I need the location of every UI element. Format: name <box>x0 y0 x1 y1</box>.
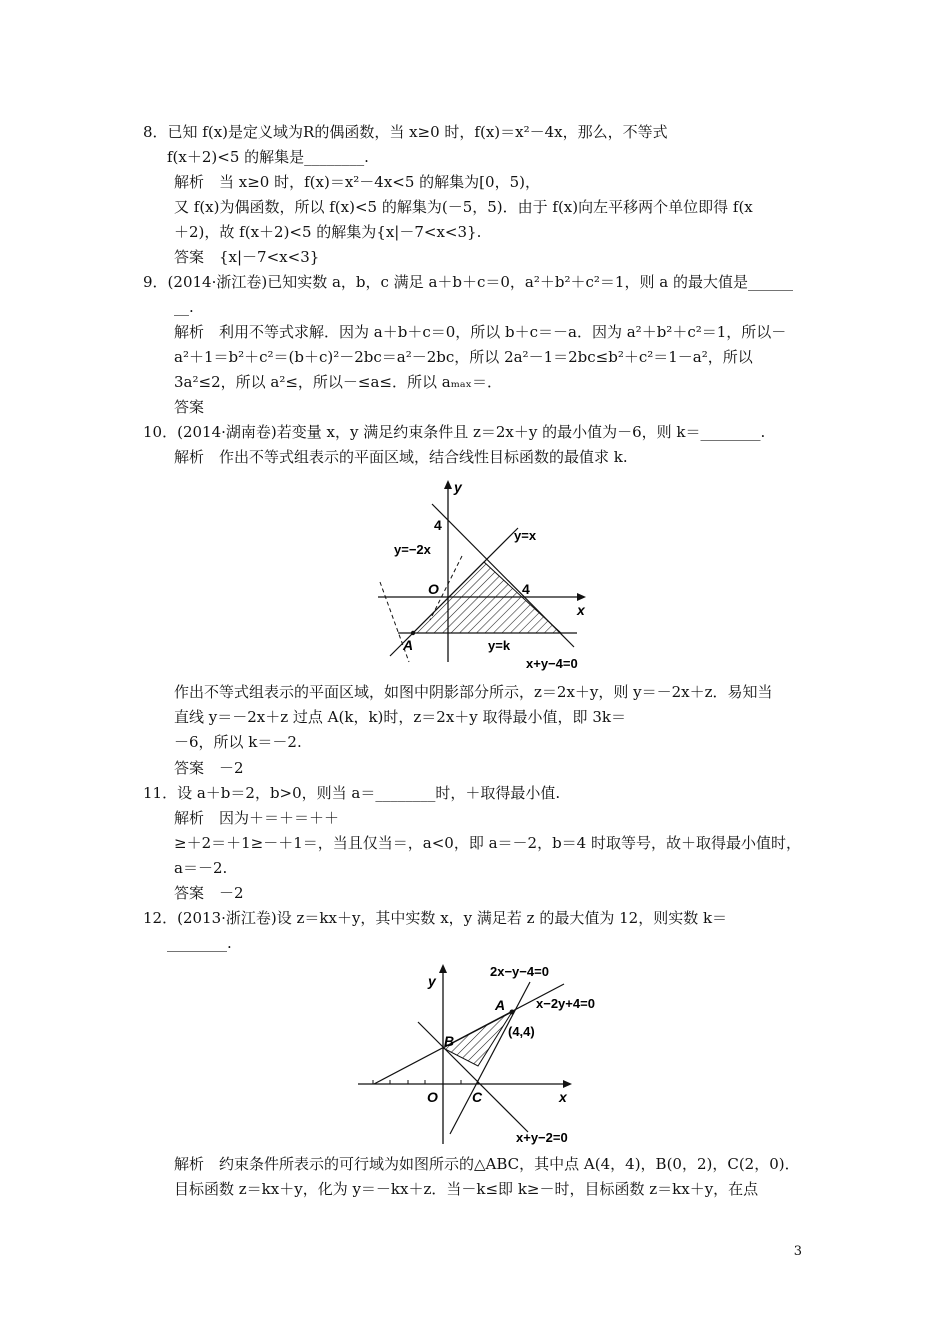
q11-solution-line2: ≥＋2＝＋1≥－＋1＝，当且仅当＝，a<0，即 a＝－2，b＝4 时取等号，故＋取得最小值时， <box>174 834 801 852</box>
q12-point-a-dot <box>510 1010 515 1015</box>
q11-solution-line3: a＝－2. <box>174 859 228 877</box>
q10-label-y-eq-x: y=x <box>514 528 537 543</box>
q12-label-line2: x−2y+4=0 <box>536 996 595 1011</box>
q9-stem-line2: __. <box>174 298 194 316</box>
q10-solution-line1: 解析 作出不等式组表示的平面区域，结合线性目标函数的最值求 k. <box>174 448 628 466</box>
q10-figure <box>372 474 608 674</box>
q10-answer: 答案 －2 <box>174 759 244 777</box>
q8-solution-line1: 解析 当 x≥0 时，f(x)＝x²－4x<5 的解集为[0，5)， <box>174 173 540 191</box>
q8-stem-line2: f(x＋2)<5 的解集是________. <box>167 148 369 166</box>
q8-solution-line2: 又 f(x)为偶函数，所以 f(x)<5 的解集为(－5，5)．由于 f(x)向左平移两个单位即得 f(x <box>174 198 753 216</box>
q8-solution-line3: ＋2)，故 f(x＋2)<5 的解集为{x|－7<x<3}. <box>174 223 482 241</box>
q12-solution-line2: 目标函数 z＝kx＋y，化为 y＝－kx＋z．当－k≤即 k≥－时，目标函数 z＝kx＋y，在点 <box>174 1180 759 1198</box>
page-number: 3 <box>793 1244 802 1259</box>
q11-solution-line1: 解析 因为＋＝＋＝＋＋ <box>174 809 340 827</box>
q12-x-axis-label: x <box>559 1089 567 1105</box>
q12-stem-line2: ________. <box>167 934 232 952</box>
q9-solution-line1: 解析 利用不等式求解．因为 a＋b＋c＝0，所以 b＋c＝－a．因为 a²＋b²＋c²＝1，所以－ <box>174 323 787 341</box>
q12-solution-line1: 解析 约束条件所表示的可行域为如图所示的△ABC，其中点 A(4，4)，B(0，2)，C(2，0)． <box>174 1155 800 1173</box>
q11-stem: 11．设 a＋b＝2，b>0，则当 a＝________时，＋取得最小值. <box>143 784 561 802</box>
q12-figure <box>352 956 628 1148</box>
q12-y-axis-label: y <box>428 973 436 989</box>
q10-y-axis-label: y <box>454 479 462 495</box>
q10-x-axis-label: x <box>577 602 585 618</box>
q12-label-point-a: A <box>495 997 506 1013</box>
q10-label-point-a: A <box>403 637 414 653</box>
q10-label-y-eq-k: y=k <box>488 638 511 653</box>
q12-label-line1: 2x−y−4=0 <box>490 964 549 979</box>
q10-solution-line3: 直线 y＝－2x＋z 过点 A(k，k)时，z＝2x＋y 取得最小值，即 3k＝ <box>174 708 626 726</box>
q10-solution-line2: 作出不等式组表示的平面区域，如图中阴影部分所示，z＝2x＋y，则 y＝－2x＋z．易知当 <box>174 683 773 701</box>
q10-y-arrow <box>444 480 452 489</box>
q12-label-line3: x+y−2=0 <box>516 1130 568 1145</box>
q11-answer: 答案 －2 <box>174 884 244 902</box>
q10-stem: 10．(2014·湖南卷)若变量 x，y 满足约束条件且 z＝2x＋y 的最小值为－6，则 k＝________. <box>143 423 766 441</box>
q9-answer: 答案 <box>174 398 205 416</box>
q12-origin-label: O <box>427 1089 438 1105</box>
q9-solution-line2: a²＋1＝b²＋c²＝(b＋c)²－2bc＝a²－2bc，所以 2a²－1＝2bc≤b²＋c²＝1－a²，所以 <box>174 348 753 366</box>
q10-point-a-dot <box>411 631 415 635</box>
q10-x-tick-label: 4 <box>522 581 530 597</box>
q10-label-x-plus-y: x+y−4=0 <box>526 656 578 671</box>
q10-y-tick-label: 4 <box>434 517 442 533</box>
q12-y-arrow <box>439 964 447 973</box>
q10-label-y-eq-neg2x: y=−2x <box>394 542 431 557</box>
q9-solution-line3: 3a²≤2，所以 a²≤，所以－≤a≤．所以 aₘₐₓ＝． <box>174 373 503 391</box>
q10-x-arrow <box>577 593 586 601</box>
q12-label-point-c: C <box>472 1089 483 1105</box>
q10-origin-label: O <box>428 581 439 597</box>
q12-stem-line1: 12．(2013·浙江卷)设 z＝kx＋y，其中实数 x，y 满足若 z 的最大值为 12，则实数 k＝ <box>143 909 728 927</box>
q12-label-point-b: B <box>444 1033 455 1049</box>
q12-x-arrow <box>563 1080 572 1088</box>
q10-solution-line4: －6，所以 k＝－2. <box>174 733 302 751</box>
q12-label-coord-a: (4,4) <box>508 1024 535 1039</box>
q8-stem-line1: 8．已知 f(x)是定义域为R的偶函数，当 x≥0 时，f(x)＝x²－4x，那么，不等式 <box>143 123 668 141</box>
q8-answer: 答案 {x|－7<x<3} <box>174 248 320 266</box>
q9-stem-line1: 9．(2014·浙江卷)已知实数 a，b，c 满足 a＋b＋c＝0，a²＋b²＋c²＝1，则 a 的最大值是______ <box>143 273 793 291</box>
